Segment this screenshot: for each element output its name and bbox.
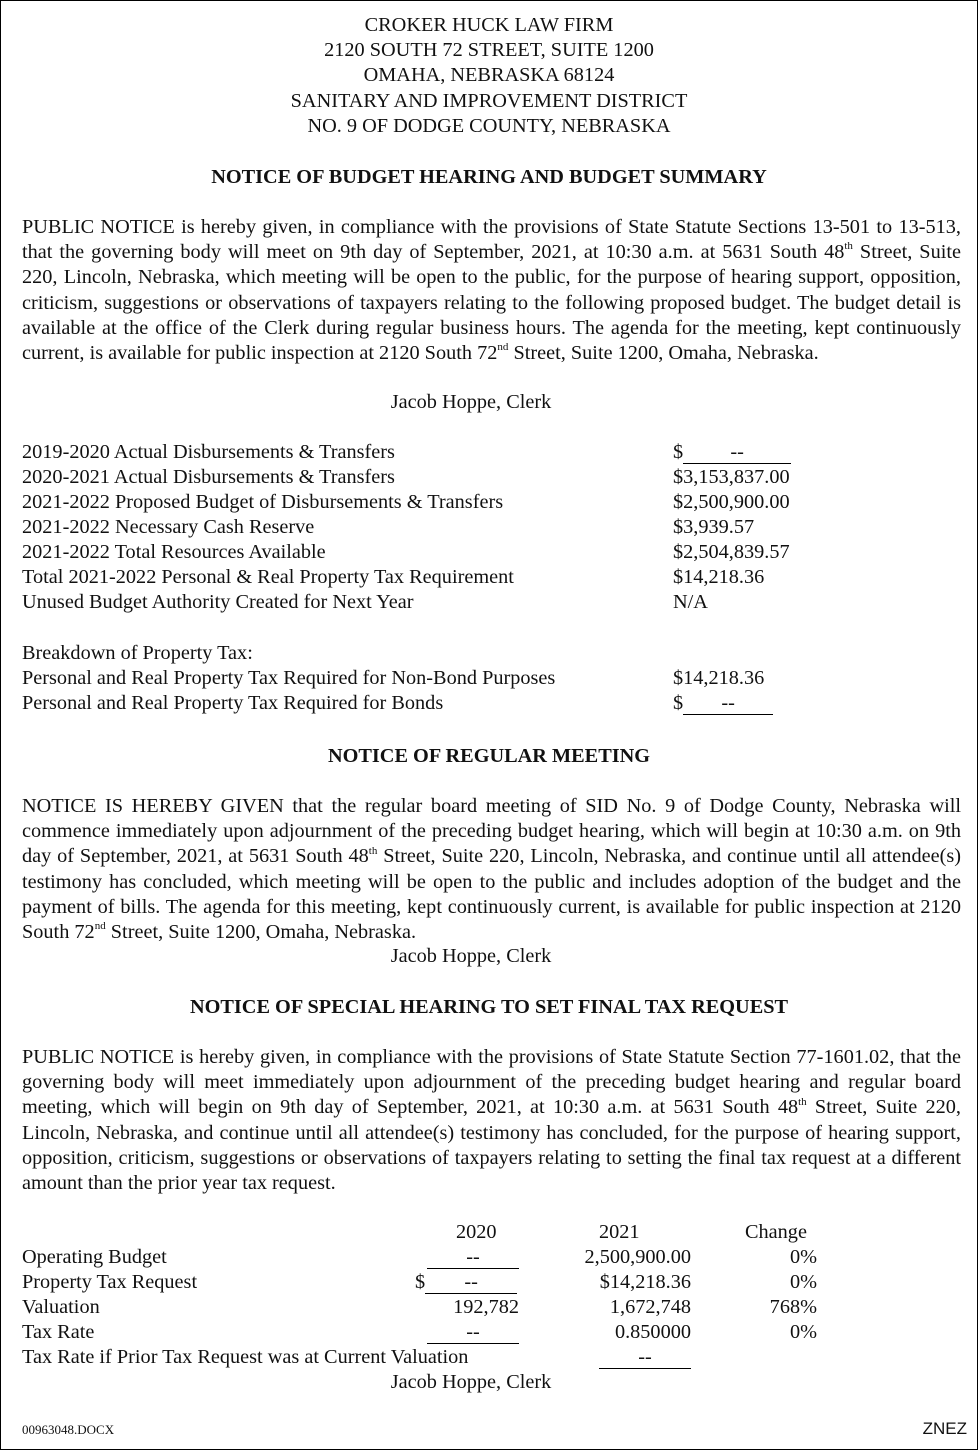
header-line-firm: CROKER HUCK LAW FIRM (364, 14, 614, 36)
breakdown-row: Personal and Real Property Tax Required for Non-Bond Purposes (22, 667, 556, 689)
col-header-change: Change (745, 1221, 807, 1243)
table-cell-change: 0% (789, 1271, 817, 1293)
footer-mark: ZNEZ (922, 1419, 967, 1438)
table-cell-2021: 1,672,748 (609, 1296, 691, 1318)
header-line-district: SANITARY AND IMPROVEMENT DISTRICT (290, 89, 688, 112)
header-line-city: OMAHA, NEBRASKA 68124 (363, 64, 615, 87)
breakdown-row: Personal and Real Property Tax Required for Bonds (22, 692, 444, 714)
summary-value: $3,939.57 (673, 516, 755, 538)
table-cell-2020: 192,782 (453, 1296, 519, 1318)
col-header-2021: 2021 (599, 1221, 640, 1243)
summary-row: 2021-2022 Proposed Budget of Disbursements & Transfers (22, 491, 504, 513)
summary-row: 2021-2022 Total Resources Available (22, 541, 326, 563)
budget-hearing-paragraph: PUBLIC NOTICE is hereby given, in compliance with the provisions of State Statute Sections 13-501 to 13-513, that the governing body will meet on 9th day of September, 2021, at 10:30 a.m. at 5631 South 48th Street, Suite 220, Lincoln, Nebraska, which meeting will be open to the public, for the purpose of hearing support, opposition, criticism, suggestions or observations of taxpayers relating to the following proposed budget. The budget detail is available at the office of the Clerk during regular business hours. The agenda for the meeting, kept continuously current, is available for public inspection at 2120 South 72nd Street, Suite 1200, Omaha, Nebraska. (22, 216, 961, 365)
budget-hearing-title: NOTICE OF BUDGET HEARING AND BUDGET SUMMARY (211, 166, 767, 188)
header-line-address: 2120 SOUTH 72 STREET, SUITE 1200 (324, 39, 654, 62)
table-row-label: Operating Budget (22, 1246, 167, 1268)
summary-value: $3,153,837.00 (673, 466, 790, 488)
summary-value: $ -- (673, 441, 791, 464)
table-cell-2021: 0.850000 (614, 1321, 691, 1343)
special-hearing-title: NOTICE OF SPECIAL HEARING TO SET FINAL TAX REQUEST (189, 996, 789, 1018)
regular-meeting-title: NOTICE OF REGULAR MEETING (327, 745, 651, 767)
document-id: 00963048.DOCX (22, 1422, 115, 1437)
summary-row: 2019-2020 Actual Disbursements & Transfers (22, 441, 395, 463)
table-row-label: Tax Rate if Prior Tax Request was at Current Valuation (22, 1346, 469, 1368)
summary-row: Total 2021-2022 Personal & Real Property Tax Requirement (22, 566, 514, 588)
table-cell-change: 0% (789, 1246, 817, 1268)
summary-value: N/A (673, 591, 708, 613)
regular-meeting-paragraph: NOTICE IS HEREBY GIVEN that the regular board meeting of SID No. 9 of Dodge County, Nebraska will commence immediately upon adjournment of the preceding budget hearing, which will begin at 10:30 a.m. on 9th day of September, 2021, at 5631 South 48th Street, Suite 220, Lincoln, Nebraska, and continue until all attendee(s) testimony has concluded, which meeting will be open to the public and includes adoption of the budget and the payment of bills. The agenda for this meeting, kept continuously current, is available for public inspection at 2120 South 72nd Street, Suite 1200, Omaha, Nebraska. (22, 795, 961, 944)
regular-meeting-signature: Jacob Hoppe, Clerk (390, 945, 552, 967)
col-header-2020: 2020 (456, 1221, 497, 1243)
header-line-county: NO. 9 OF DODGE COUNTY, NEBRASKA (307, 114, 671, 137)
table-cell-2021: $14,218.36 (599, 1271, 691, 1293)
table-row-label: Valuation (22, 1296, 100, 1318)
breakdown-title: Breakdown of Property Tax: (22, 642, 253, 664)
summary-value: $14,218.36 (673, 566, 765, 588)
special-hearing-signature: Jacob Hoppe, Clerk (390, 1371, 552, 1393)
summary-value: $2,504,839.57 (673, 541, 790, 563)
table-cell-2020: $ -- (415, 1271, 517, 1294)
table-cell-change: 0% (789, 1321, 817, 1343)
summary-row: 2021-2022 Necessary Cash Reserve (22, 516, 315, 538)
budget-hearing-signature: Jacob Hoppe, Clerk (390, 391, 552, 413)
table-cell-2020: -- (427, 1246, 519, 1269)
breakdown-value: $ -- (673, 692, 773, 715)
table-row-label: Property Tax Request (22, 1271, 198, 1293)
table-cell-2021: 2,500,900.00 (584, 1246, 691, 1268)
firm-header (1, 13, 977, 139)
special-hearing-paragraph: PUBLIC NOTICE is hereby given, in compliance with the provisions of State Statute Section 77-1601.02, that the governing body will meet immediately upon adjournment of the preceding budget hearing and regular board meeting, which will begin on 9th day of September, 2021, at 10:30 a.m. at 5631 South 48th Street, Suite 220, Lincoln, Nebraska, and continue until all attendee(s) testimony has concluded, for the purpose of hearing support, opposition, criticism, suggestions or observations of taxpayers relating to setting the final tax request at a different amount than the prior year tax request. (22, 1046, 961, 1195)
table-cell-2020: -- (427, 1321, 519, 1344)
summary-row: Unused Budget Authority Created for Next Year (22, 591, 414, 613)
summary-value: $2,500,900.00 (673, 491, 790, 513)
table-row-label: Tax Rate (22, 1321, 95, 1343)
breakdown-value: $14,218.36 (673, 667, 765, 689)
table-cell-2021: -- (599, 1346, 691, 1369)
table-cell-change: 768% (769, 1296, 817, 1318)
summary-row: 2020-2021 Actual Disbursements & Transfers (22, 466, 395, 488)
